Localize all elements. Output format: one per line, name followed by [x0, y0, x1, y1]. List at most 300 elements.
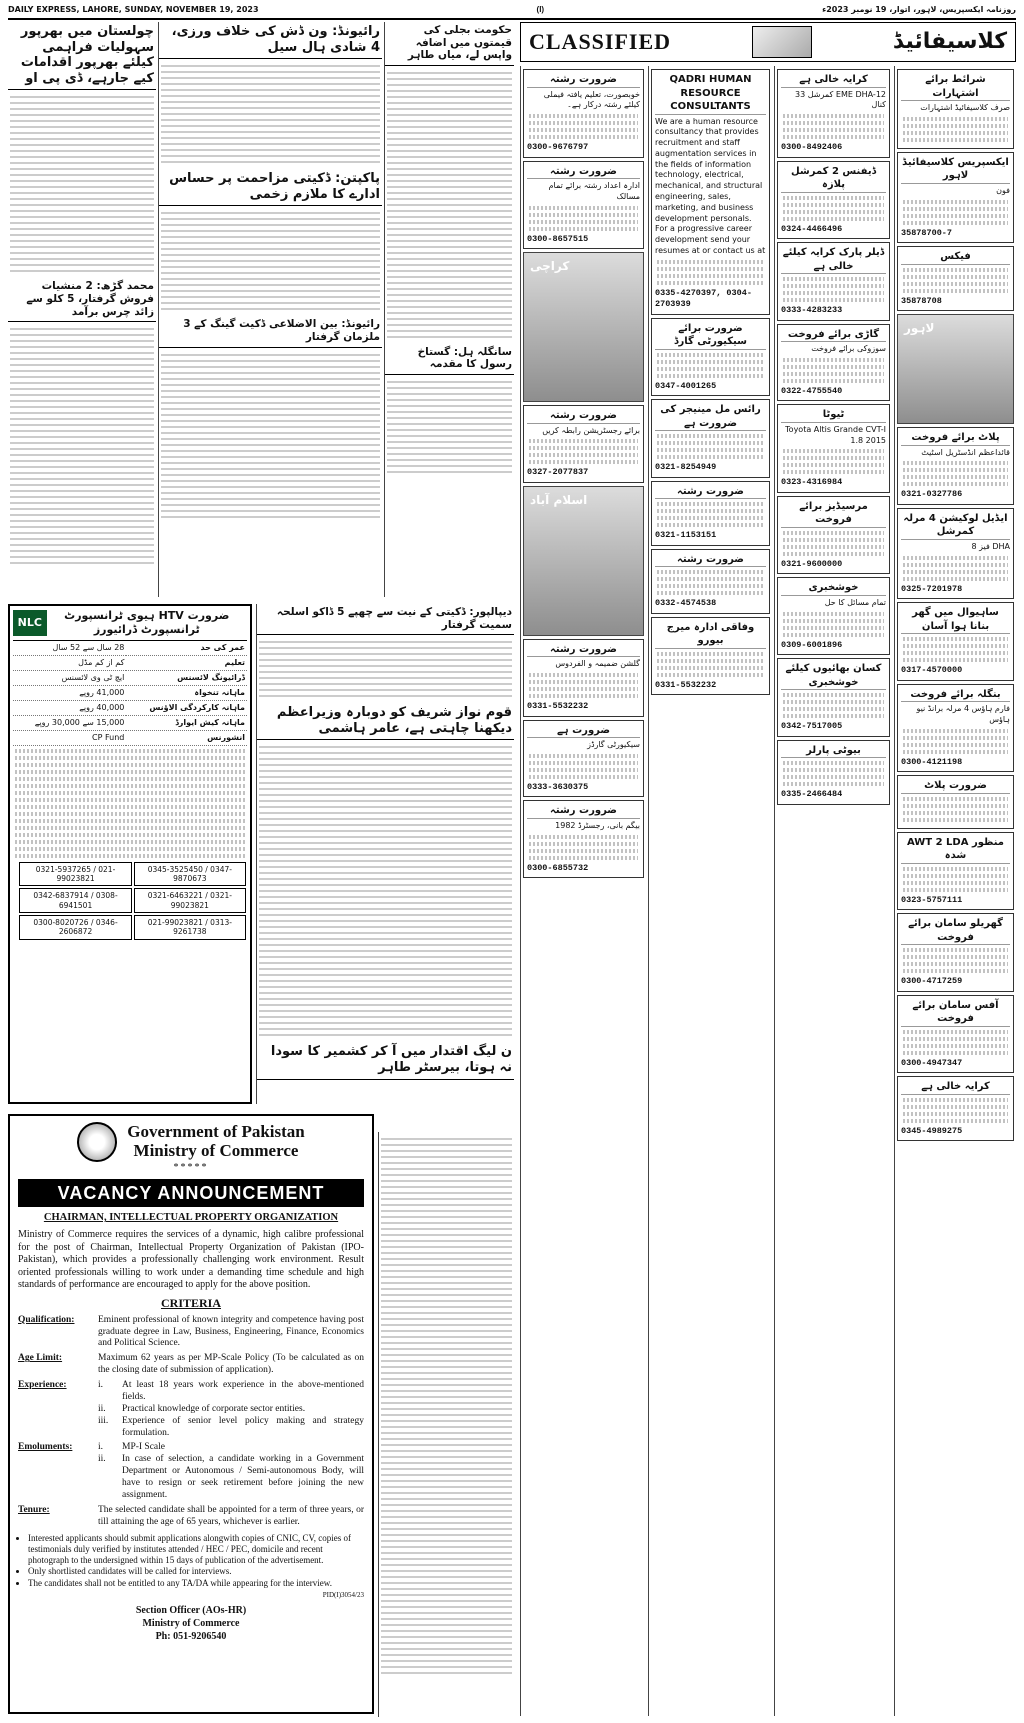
moc-gov-title: Government of Pakistan	[127, 1122, 305, 1142]
classified-ad-title: وفاقی ادارہ میرج بیورو	[655, 621, 766, 649]
nlc-row	[13, 655, 247, 670]
masthead	[8, 4, 1016, 20]
city-photo	[523, 486, 644, 636]
classified-column-1	[520, 66, 646, 1716]
classified-ad	[651, 617, 770, 695]
classified-column-4	[894, 66, 1016, 1716]
headline-9: قوم نواز شریف کو دوبارہ وزیراعظم دیکھنا چاہتی ہے، عامر ہاشمی	[257, 703, 514, 740]
classified-ad	[651, 69, 770, 315]
classified-ad-filler	[903, 461, 1008, 465]
classified-ad	[897, 246, 1014, 311]
classified-ad	[651, 481, 770, 546]
classified-ad-phone: 0331-5532232	[527, 701, 589, 712]
headline-7: سانگلہ ہل: گستاخ رسول کا مقدمہ	[385, 344, 514, 375]
moc-list-num: ii.	[98, 1454, 106, 1465]
classified-ad-phone: 0309-6001896	[781, 639, 843, 650]
city-photo-label: لاہور	[904, 321, 935, 336]
classified-ad-filler	[529, 835, 638, 839]
classified-ad-filler	[783, 196, 884, 200]
moc-age-text: Maximum 62 years as per MP-Scale Policy (To be calculated as on the closing date of submission of application).	[98, 1353, 364, 1376]
classified-ad-filler	[903, 874, 1008, 878]
classified-ad-filler	[783, 714, 884, 718]
moc-exp-label: Experience:	[18, 1380, 67, 1390]
classified-ad-filler	[903, 563, 1008, 567]
moc-foot-officer: Section Officer (AOs-HR)	[135, 1604, 247, 1616]
classified-ad	[897, 602, 1014, 680]
classified-ad-title: ضرورت رشتہ	[527, 165, 640, 180]
classified-ad-filler	[529, 128, 638, 132]
classified-ad-text: سیکیورٹی گارڈز	[587, 740, 640, 750]
moc-emo-list	[98, 1442, 364, 1501]
classified-ad-filler	[903, 124, 1008, 128]
nlc-row-value: کم از کم مڈل	[13, 655, 126, 670]
classified-ad-filler	[903, 637, 1008, 641]
classified-ad-filler	[657, 659, 764, 663]
classified-title-en: CLASSIFIED	[529, 29, 672, 55]
headline-4: پاکپتن: ڈکیتی مزاحمت پر حساس ادارے کا ملازم زخمی	[159, 169, 382, 206]
classified-ad	[897, 913, 1014, 991]
classified-ad	[523, 405, 644, 483]
classified-ad-filler	[657, 502, 764, 506]
nlc-row-value: 28 سال سے 52 سال	[13, 641, 126, 656]
classified-ad-filler	[783, 761, 884, 765]
moc-list-item	[98, 1404, 364, 1416]
classified-ad-text: سوزوکی برائے فروخت	[811, 344, 886, 353]
classified-ad-filler	[783, 284, 884, 288]
classified-ad-phone: 0321-1153151	[655, 530, 717, 541]
classified-ad-filler	[903, 138, 1008, 142]
classified-ad-filler	[529, 856, 638, 860]
classified-ad-phone: 0335-4270397, 0304-2703939	[655, 287, 752, 310]
city-photo	[897, 314, 1014, 424]
nlc-office-phone: 021-99023821 / 0313-9261738	[134, 915, 246, 940]
nlc-row-key: ماہانہ تنخواہ	[126, 685, 247, 700]
classified-ad	[777, 577, 890, 655]
classified-ad-title: ایڈیل لوکیشن 4 مرلہ کمرشل	[901, 512, 1010, 540]
classified-ad	[897, 684, 1014, 773]
classified-ad-title: آفس سامان برائے فروخت	[901, 999, 1010, 1027]
classified-ad-filler	[903, 743, 1008, 747]
classified-ad-phone: 0327-2077837	[527, 467, 589, 478]
classified-ad-filler	[903, 736, 1008, 740]
classified-ad-phone: 0331-5532232	[655, 679, 717, 690]
classified-ad-phone: 0300-6855732	[527, 862, 589, 873]
classified-ad	[523, 720, 644, 798]
moc-foot-ministry: Ministry of Commerce	[142, 1617, 240, 1629]
classified-ad-filler	[529, 446, 638, 450]
classified-ad-filler	[657, 591, 764, 595]
nlc-logo: NLC	[13, 610, 47, 636]
classified-ad-phone: 0300-4947347	[901, 1057, 963, 1068]
nlc-header	[13, 609, 247, 641]
pakistan-emblem-icon	[77, 1122, 117, 1162]
classified-ad-title: ٹیوٹا	[781, 408, 886, 423]
classified-ad-filler	[783, 456, 884, 460]
classified-ad-title: ضرورت ہے	[527, 724, 640, 739]
classified-ad-text: EME DHA-12 کمرشل 33 کنال	[795, 89, 886, 110]
classified-ad-phone: 0317-4570000	[901, 665, 963, 676]
classified-ad-filler	[783, 707, 884, 711]
moc-list-num: i.	[98, 1442, 104, 1453]
nlc-row	[13, 730, 247, 745]
classified-ad-filler	[903, 275, 1008, 279]
moc-tenure-label: Tenure:	[18, 1504, 50, 1515]
classified-ad-phone: 35878700-7	[901, 227, 953, 238]
classified-ad-filler	[657, 267, 764, 271]
classified-ad-filler	[903, 289, 1008, 293]
classified-ad-filler	[783, 298, 884, 302]
classified-ad-filler	[903, 969, 1008, 973]
classified-ad	[897, 1076, 1014, 1141]
classified-ad-filler	[903, 1030, 1008, 1034]
classified-ad	[523, 800, 644, 878]
classified-ad-title: کرایہ خالی ہے	[901, 1080, 1010, 1095]
nlc-row-key: ڈرائیونگ لائسنس	[126, 670, 247, 685]
classified-ad-filler	[657, 441, 764, 445]
moc-ministry-title: Ministry of Commerce	[133, 1141, 299, 1160]
classified-ad-filler	[657, 281, 764, 285]
classified-ad-title: بنگلہ برائے فروخت	[901, 688, 1010, 703]
nlc-row-value: ایچ ٹی وی لائسنس	[13, 670, 126, 685]
classified-ad-phone: 0323-5757111	[901, 894, 963, 905]
headline-10: ن لیگ اقتدار میں آ کر کشمیر کا سودا نہ ہوتا، بیرسٹر طاہر	[257, 1042, 514, 1079]
classified-ad-filler	[903, 888, 1008, 892]
classified-ad-filler	[529, 768, 638, 772]
classified-ad-filler	[529, 754, 638, 758]
classified-ad-phone: 0321-9600000	[781, 558, 843, 569]
classified-ad-filler	[783, 203, 884, 207]
classified-ad-filler	[903, 1044, 1008, 1048]
article-4-body	[159, 206, 382, 316]
classified-ad	[897, 508, 1014, 599]
city-photo	[523, 252, 644, 402]
classified-ad	[897, 995, 1014, 1073]
classified-ad-phone: 0333-3630375	[527, 781, 589, 792]
classified-column-3	[774, 66, 892, 1716]
classified-ad-filler	[783, 114, 884, 118]
classified-ad-filler	[903, 729, 1008, 733]
classified-ad-filler	[783, 626, 884, 630]
article-9-body	[257, 740, 514, 1042]
nlc-row-value: 15,000 سے 30,000 روپے	[13, 715, 126, 730]
classified-ad-filler	[657, 360, 764, 364]
classified-ad-filler	[529, 227, 638, 231]
moc-tenure	[18, 1505, 364, 1529]
classified-ad	[897, 152, 1014, 243]
masthead-right: روزنامہ ایکسپریس، لاہور، اتوار، 19 نومبر 2023ء	[822, 5, 1016, 14]
classified-ad-title: ضرورت رشتہ	[527, 409, 640, 424]
classified-ad-filler	[657, 448, 764, 452]
nlc-row-value: 40,000 روپے	[13, 700, 126, 715]
nlc-offices	[13, 861, 247, 941]
classified-ad-filler	[657, 374, 764, 378]
nlc-row	[13, 700, 247, 715]
nlc-row	[13, 641, 247, 656]
classified-ad-title: ضرورت رشتہ	[655, 553, 766, 568]
classified-ad-title: ضرورت رشتہ	[527, 73, 640, 88]
classified-ad-filler	[783, 538, 884, 542]
classified-ad-filler	[529, 761, 638, 765]
classified-ad-filler	[783, 210, 884, 214]
moc-qual-label: Qualification:	[18, 1314, 75, 1325]
classified-ad	[777, 740, 890, 805]
classified-ad-filler	[903, 644, 1008, 648]
classified-ad-filler	[529, 849, 638, 853]
moc-list-item	[98, 1380, 364, 1404]
classified-ad-text: برائے رجسٹریشن رابطہ کریں	[542, 425, 640, 435]
classified-ad-title: گھریلو سامان برائے فروخت	[901, 917, 1010, 945]
classified-ad-title: ضرورت برائے سیکیورٹی گارڈ	[655, 322, 766, 350]
classified-ad-filler	[903, 651, 1008, 655]
nlc-driver-ad	[8, 604, 252, 1104]
classified-ad-phone: 0347-4001265	[655, 380, 717, 391]
headline-6: رائیونڈ: بین الاضلاعی ڈکیت گینگ کے 3 ملزمان گرفتار	[159, 316, 382, 347]
classified-ad-phone: 0300-9676797	[527, 142, 589, 153]
classified-ad-filler	[903, 482, 1008, 486]
moc-list-item	[98, 1442, 364, 1454]
classified-ad-text: We are a human resource consultancy that provides recruitment and staff augmentation services in the fields of information technology, electrical, mechanical, and structural engineering, sales, marketing, and business development personals. For a progressive career development send your resumes at or contact us at	[655, 116, 766, 256]
classified-ad-filler	[783, 470, 884, 474]
classified-ad-filler	[903, 1037, 1008, 1041]
moc-note: • The candidates shall not be entitled to any TA/DA while appearing for the interview.	[28, 1578, 364, 1589]
nlc-title: ضرورت HTV ہیوی ٹرانسپورٹ ٹرانسپورٹ ڈرائیورز	[64, 609, 230, 636]
nlc-office-phone: 0321-6463221 / 0321-99023821	[134, 888, 246, 913]
moc-notes	[18, 1533, 364, 1589]
classified-ad-title: رائس مل مینیجر کی ضرورت ہے	[655, 403, 766, 431]
classified-ad-text: قائداعظم انڈسٹریل اسٹیٹ	[921, 447, 1010, 457]
moc-list-num: i.	[98, 1380, 104, 1390]
classified-ad-title: کرایہ خالی ہے	[781, 73, 886, 88]
headline-2: رائیونڈ: ون ڈش کی خلاف ورزی، 4 شادی ہال سیل	[159, 22, 382, 59]
classified-ad-filler	[783, 291, 884, 295]
nlc-row-key: ماہانہ کیش ایوارڈ	[126, 715, 247, 730]
classified-ad-filler	[903, 570, 1008, 574]
nlc-office-phone: 0321-5937265 / 021-99023821	[19, 862, 131, 887]
classified-ad-title: ڈیفنس 2 کمرشل پلازہ	[781, 165, 886, 193]
city-photo-label: اسلام آباد	[530, 492, 588, 507]
moc-vacancy-ad	[8, 1114, 374, 1714]
classified-ad-text: بیگم بانی، رجسٹرڈ 1982	[555, 820, 640, 830]
classified-ad-filler	[657, 666, 764, 670]
classified-title-ur: کلاسیفائیڈ	[892, 29, 1007, 55]
classified-ad-filler	[783, 365, 884, 369]
classified-ad-filler	[783, 700, 884, 704]
classified-ad-filler	[903, 1105, 1008, 1109]
classified-ad-title: ڈیلر پارک کرایہ کیلئے خالی ہے	[781, 246, 886, 274]
classified-ad	[777, 242, 890, 320]
classified-ad-text: گلشن ضمیمہ و الفردوس	[555, 659, 640, 669]
classified-ad-phone: 0321-0327786	[901, 489, 963, 500]
classified-ad-filler	[903, 1098, 1008, 1102]
moc-banner: VACANCY ANNOUNCEMENT	[18, 1179, 364, 1208]
classified-ad-filler	[529, 220, 638, 224]
nlc-row-value: CP Fund	[13, 730, 126, 745]
classified-ad-filler	[783, 552, 884, 556]
classified-ad-phone: 35878708	[901, 295, 942, 306]
classified-ad-title: AWT 2 LDA منظور شدہ	[901, 836, 1010, 864]
classified-ad-phone: 0321-8254949	[655, 462, 717, 473]
news-column-4	[256, 604, 514, 1104]
moc-foot-phone: Ph: 051-9206540	[155, 1630, 227, 1642]
classified-ad-filler	[657, 652, 764, 656]
classified-ad-phone: 0332-4574538	[655, 598, 717, 609]
classified-ad-text: فون	[996, 185, 1010, 195]
moc-qualification	[18, 1315, 364, 1351]
article-10-body	[379, 1132, 514, 1680]
nlc-office-phone: 0345-3525450 / 0347-9870673	[134, 862, 246, 887]
nlc-row-key: انشورنس	[126, 730, 247, 745]
classified-ad-filler	[529, 453, 638, 457]
classified-ad	[777, 324, 890, 402]
classified-ad-filler	[783, 531, 884, 535]
headline-1: چولستان میں بھرپور سہولیات فراہمی کیلئے بھرپور اقدامات کیے جارہے، ڈی پی او	[8, 22, 156, 90]
nlc-row-key: تعلیم	[126, 655, 247, 670]
classified-ad-title: ساہیوال میں گھر بنانا ہوا آسان	[901, 606, 1010, 634]
classified-ad-filler	[783, 463, 884, 467]
classified-ad-filler	[529, 673, 638, 677]
classified-ad-phone: 0345-4989275	[901, 1125, 963, 1136]
moc-list-text: At least 18 years work experience in the above-mentioned fields.	[122, 1380, 364, 1402]
classified-ad-filler	[783, 217, 884, 221]
page-content	[8, 22, 1016, 1717]
moc-list-text: MP-I Scale	[122, 1442, 166, 1453]
moc-age	[18, 1353, 364, 1377]
moc-intro: Ministry of Commerce requires the services of a dynamic, high calibre professional for the post of Chairman, Intellectual Property Organization of Pakistan (IPO-Pakistan), which provides a professionally challenging work environment. Result oriented professionals willing to work under a demanding time schedule and high standards of performance are encouraged to apply for the above position.	[18, 1229, 364, 1291]
moc-tenure-text: The selected candidate shall be appointed for a term of three years, or till attaining the age of 65 years, whichever is earlier.	[98, 1504, 364, 1527]
classified-ad-filler	[783, 775, 884, 779]
moc-qual-text: Eminent professional of known integrity and competence having post graduate degree in Law, Business, Engineering, Finance, Economics and Political Science.	[98, 1314, 364, 1349]
classified-ad-phone: 0322-4755540	[781, 385, 843, 396]
classified-ad	[777, 69, 890, 158]
moc-list-num: iii.	[98, 1415, 109, 1426]
classified-logo-icon	[752, 26, 812, 58]
classified-ad-phone: 0300-8492406	[781, 142, 843, 153]
classified-ad-text: فارم ہاؤس 4 مرلہ برانڈ نیو ہاؤس	[916, 704, 1010, 724]
classified-ad-filler	[903, 282, 1008, 286]
article-6-body	[159, 348, 382, 524]
classified-ad-text: خوبصورت، تعلیم یافتہ فیملی کیلئے رشتہ درکار ہے۔	[543, 89, 640, 110]
classified-header	[520, 22, 1016, 62]
classified-ad-phone: 0335-2466484	[781, 789, 843, 800]
classified-ad-title: فیکس	[901, 250, 1010, 265]
classified-ad-filler	[903, 962, 1008, 966]
moc-age-label: Age Limit:	[18, 1353, 63, 1364]
news-column-1	[8, 22, 156, 597]
moc-list-item	[98, 1416, 364, 1440]
classified-ad-filler	[529, 135, 638, 139]
moc-emo-label: Emoluments:	[18, 1442, 73, 1453]
news-column-3	[384, 22, 514, 597]
article-2-body	[159, 59, 382, 169]
nlc-row-key: عمر کی حد	[126, 641, 247, 656]
classified-ad-filler	[529, 206, 638, 210]
classified-ad-filler	[657, 509, 764, 513]
article-1-body	[8, 90, 156, 278]
classified-ad-filler	[783, 128, 884, 132]
classified-ad-phone: 0300-4717259	[901, 976, 963, 987]
nlc-details-table	[13, 641, 247, 746]
classified-ad	[523, 69, 644, 158]
classified-ad-title: شرائط برائے اشتہارات	[901, 73, 1010, 101]
classified-ad-title: بیوٹی پارلر	[781, 744, 886, 759]
nlc-row-key: ماہانہ کارکردگی الاؤنس	[126, 700, 247, 715]
classified-ad-filler	[783, 768, 884, 772]
classified-ad-phone: 0323-4316984	[781, 477, 843, 488]
classified-ad-filler	[657, 434, 764, 438]
moc-list-item	[98, 1454, 364, 1502]
moc-exp-list	[98, 1380, 364, 1439]
classified-ad-filler	[903, 948, 1008, 952]
city-photo-label: کراچی	[530, 259, 570, 274]
classified-ad-filler	[783, 619, 884, 623]
article-8-body	[257, 635, 514, 703]
classified-ad-filler	[903, 1112, 1008, 1116]
classified-ad-filler	[529, 775, 638, 779]
classified-ad-filler	[529, 687, 638, 691]
classified-ad-title: QADRI HUMAN RESOURCE CONSULTANTS	[655, 73, 766, 115]
classified-ad-filler	[903, 804, 1008, 808]
classified-ad-filler	[903, 221, 1008, 225]
classified-ad-text: DHA فیز 8	[971, 541, 1010, 551]
moc-list-text: In case of selection, a candidate working in a Government Department or Autonomous / Semi-autonomous Body, will have to resign or seek retirement before joining the new assignment.	[122, 1454, 364, 1500]
classified-ad	[897, 832, 1014, 910]
classified-ad-filler	[529, 121, 638, 125]
classified-ad-filler	[783, 782, 884, 786]
classified-ad-title: پلاٹ برائے فروخت	[901, 431, 1010, 446]
classified-ad-filler	[529, 213, 638, 217]
classified-ad-filler	[903, 955, 1008, 959]
classified-ad-filler	[903, 818, 1008, 822]
moc-note: • Interested applicants should submit applications alongwith copies of CNIC, CV, copies of testimonials duly verified by institutes attended / HEC / PEC, domicile and recent photograph to the undersigned within 15 days of publication of the advertisement.	[28, 1533, 364, 1567]
classified-ad-filler	[903, 131, 1008, 135]
classified-ad	[897, 775, 1014, 829]
classified-ad	[897, 69, 1014, 149]
classified-ad-filler	[903, 268, 1008, 272]
article-5-body	[8, 322, 156, 570]
moc-stars: *****	[173, 1162, 209, 1173]
classified-ad-filler	[657, 367, 764, 371]
moc-emoluments	[18, 1442, 364, 1501]
classified-ad-filler	[783, 121, 884, 125]
classified-ad-filler	[657, 260, 764, 264]
classified-ad-filler	[529, 680, 638, 684]
moc-footer	[18, 1604, 364, 1643]
classified-ad-filler	[903, 1051, 1008, 1055]
classified-ad-filler	[903, 1119, 1008, 1123]
nlc-row	[13, 685, 247, 700]
classified-ad-filler	[903, 811, 1008, 815]
classified-ad	[777, 658, 890, 736]
moc-experience	[18, 1380, 364, 1439]
classified-ad-filler	[903, 577, 1008, 581]
nlc-row	[13, 670, 247, 685]
classified-ad-filler	[529, 114, 638, 118]
classified-ad-filler	[657, 274, 764, 278]
classified-ad-filler	[783, 693, 884, 697]
classified-ad	[651, 549, 770, 614]
classified-ad-filler	[783, 449, 884, 453]
classified-ad-filler	[903, 658, 1008, 662]
classified-ad-title: ایکسپریس کلاسیفائیڈ لاہور	[901, 156, 1010, 184]
classified-column-2	[648, 66, 772, 1716]
classified-ad-filler	[903, 797, 1008, 801]
article-3-body	[385, 66, 514, 344]
classified-ad-filler	[783, 135, 884, 139]
classified-ad-filler	[529, 460, 638, 464]
classified-ad-title: ضرورت پلاٹ	[901, 779, 1010, 794]
moc-list-text: Experience of senior level policy making and strategy formulation.	[122, 1415, 364, 1438]
classified-ad-title: خوشخبری	[781, 581, 886, 596]
